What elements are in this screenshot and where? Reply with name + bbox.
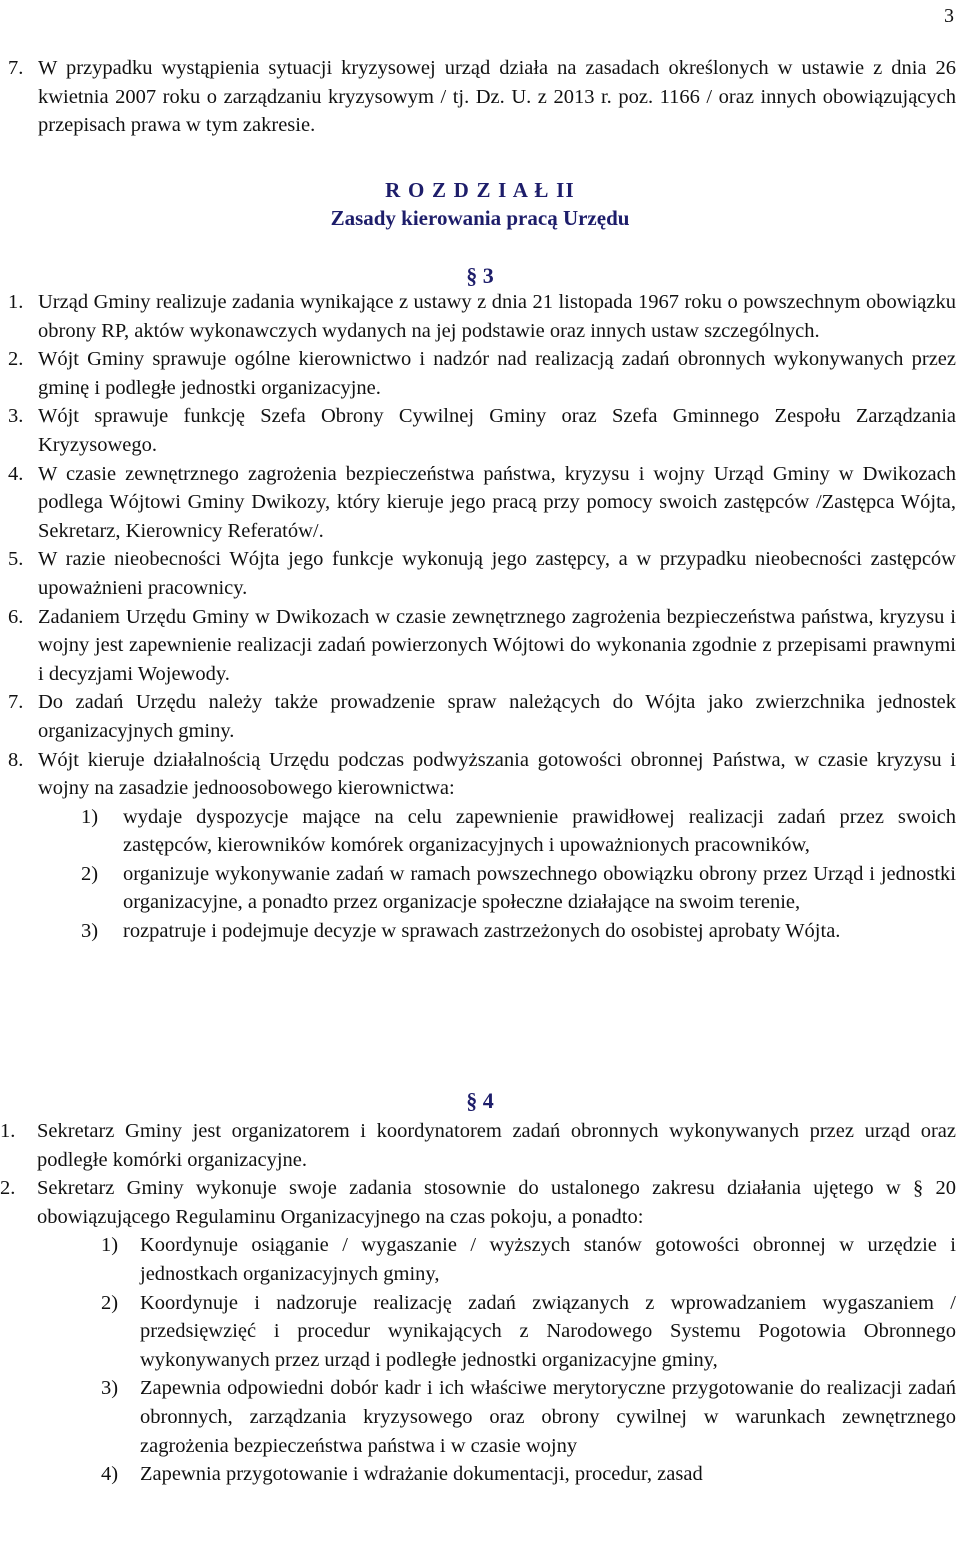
item-text: Wójt sprawuje funkcję Szefa Obrony Cywilnej Gminy oraz Szefa Gminnego Zespołu Zarządzania Kryzysowego.: [38, 405, 956, 456]
item-text: W razie nieobecności Wójta jego funkcje wykonują jego zastępcy, a w przypadku nieobecności zastępców upoważnieni pracownicy.: [38, 548, 956, 599]
item-number: 5.: [8, 548, 24, 571]
sub-list-item: [101, 1374, 956, 1460]
sub-list: [0, 803, 956, 946]
item-number: 3.: [8, 405, 24, 428]
paragraph-heading-4: § 4: [466, 1088, 494, 1113]
item-text: Wójt Gminy sprawuje ogólne kierownictwo i nadzór nad realizacją zadań obronnych wykonywanych przez gminę i podległe jednostki organizacyjne.: [38, 348, 956, 399]
item-text: Sekretarz Gminy jest organizatorem i koordynatorem zadań obronnych wykonywanych przez urząd oraz podległe komórki organizacyjne.: [37, 1120, 956, 1171]
paragraph-4-body: [0, 1117, 956, 1489]
item-number: 8.: [8, 748, 24, 771]
item-number: 6.: [8, 605, 24, 628]
subitem-number: 1): [101, 1234, 119, 1257]
paragraph-3-body: [0, 288, 956, 946]
subitem-number: 3): [101, 1377, 119, 1400]
item-number: 4.: [8, 462, 24, 485]
item-number: 7.: [8, 691, 24, 714]
paragraph-heading-3: § 3: [466, 263, 494, 288]
chapter-title: R O Z D Z I A Ł II: [385, 178, 575, 202]
subitem-text: Koordynuje osiąganie / wygaszanie / wyższych stanów gotowości obronnej w urzędzie i jednostkach organizacyjnych gminy,: [140, 1234, 956, 1285]
subitem-number: 1): [81, 805, 99, 828]
subitem-text: rozpatruje i podejmuje decyzje w sprawach zastrzeżonych do osobistej aprobaty Wójta.: [123, 920, 841, 943]
subitem-text: organizuje wykonywanie zadań w ramach powszechnego obowiązku obrony przez Urząd i jednostki organizacyjne, a ponadto przez organizacje społeczne działające na swoim terenie,: [123, 862, 956, 914]
subitem-text: Zapewnia odpowiedni dobór kadr i ich właściwe merytoryczne przygotowanie do realizacji zadań obronnych, zarządzania kryzysowego oraz obrony cywilnej w warunkach zewnętrznego zagrożenia bezpieczeństwa państwa i w czasie wojny: [140, 1377, 956, 1457]
sub-list-item: [101, 1231, 956, 1288]
chapter-subtitle: Zasady kierowania pracą Urzędu: [330, 206, 630, 230]
list-item: [0, 1117, 956, 1174]
list-item: [0, 345, 956, 402]
item-text: Sekretarz Gminy wykonuje swoje zadania stosownie do ustalonego zakresu działania ujętego w § 20 obowiązującego Regulaminu Organizacyjnego na czas pokoju, a ponadto:: [37, 1177, 956, 1228]
item-text: W przypadku wystąpienia sytuacji kryzysowej urząd działa na zasadach określonych w ustawie z dnia 26 kwietnia 2007 roku o zarządzaniu kryzysowym / tj. Dz. U. z 2013 r. poz. 1166 / oraz innych obowiązujących przepisach prawa w tym zakresie.: [38, 57, 956, 137]
section-prev: [0, 54, 956, 140]
sub-list: [0, 1231, 956, 1488]
list-item: [0, 688, 956, 745]
list-item: [0, 402, 956, 459]
list-item: [0, 460, 956, 546]
list-item: [0, 603, 956, 689]
list-item: [0, 1174, 956, 1231]
sub-list-item: [81, 917, 956, 946]
item-text: Zadaniem Urzędu Gminy w Dwikozach w czasie zewnętrznego zagrożenia bezpieczeństwa państwa, kryzysu i wojny jest zapewnienie realizacji zadań powierzonych Wójtowi do wykonania zgodnie z przepisami prawnymi i decyzjami Wojewody.: [38, 605, 956, 685]
item-text: Do zadań Urzędu należy także prowadzenie spraw należących do Wójta jako zwierzchnika jednostek organizacyjnych gminy.: [38, 691, 956, 742]
item-text: Urząd Gminy realizuje zadania wynikające z ustawy z dnia 21 listopada 1967 roku o powszechnym obowiązku obrony RP, aktów wykonawczych wydanych na jej podstawie oraz innych ustaw szczególnych.: [38, 291, 956, 342]
list-item: [0, 545, 956, 602]
subitem-number: 2): [101, 1291, 119, 1314]
item-number: 7.: [8, 57, 24, 79]
list-item: [0, 54, 956, 140]
sub-list-item: [81, 803, 956, 860]
subitem-text: Koordynuje i nadzoruje realizację zadań związanych z wprowadzaniem wygaszaniem / przedsięwzięć i procedur wynikających z Narodowego Systemu Pogotowia Obronnego wykonywanych przez urząd i podległe jednostki organizacyjne gminy,: [140, 1291, 956, 1371]
subitem-number: 3): [81, 920, 99, 943]
sub-list-item: [101, 1460, 956, 1489]
list-item: [0, 288, 956, 345]
item-number: 2.: [8, 348, 24, 371]
subitem-text: wydaje dyspozycje mające na celu zapewnienie prawidłowej realizacji zadań przez swoich zastępców, kierowników komórek organizacyjnych i upoważnionych pracowników,: [123, 805, 956, 857]
subitem-text: Zapewnia przygotowanie i wdrażanie dokumentacji, procedur, zasad: [140, 1463, 703, 1486]
sub-list-item: [81, 860, 956, 917]
page-number: 3: [944, 5, 954, 27]
list-item: [0, 746, 956, 803]
item-number: 1.: [8, 291, 24, 313]
item-text: Wójt kieruje działalnością Urzędu podczas podwyższania gotowości obronnej Państwa, w czasie kryzysu i wojny na zasadzie jednoosobowego kierownictwa:: [38, 748, 956, 800]
sub-list-item: [101, 1289, 956, 1375]
item-number: 2.: [0, 1177, 16, 1200]
item-text: W czasie zewnętrznego zagrożenia bezpieczeństwa państwa, kryzysu i wojny Urząd Gminy w Dwikozach podlega Wójtowi Gminy Dwikozy, który kieruje jego pracą przy pomocy swoich zastępców /Zastępca Wójta, Sekretarz, Kierownicy Referatów/.: [38, 462, 956, 542]
item-number: 1.: [0, 1120, 16, 1142]
subitem-number: 4): [101, 1463, 119, 1486]
subitem-number: 2): [81, 862, 99, 885]
